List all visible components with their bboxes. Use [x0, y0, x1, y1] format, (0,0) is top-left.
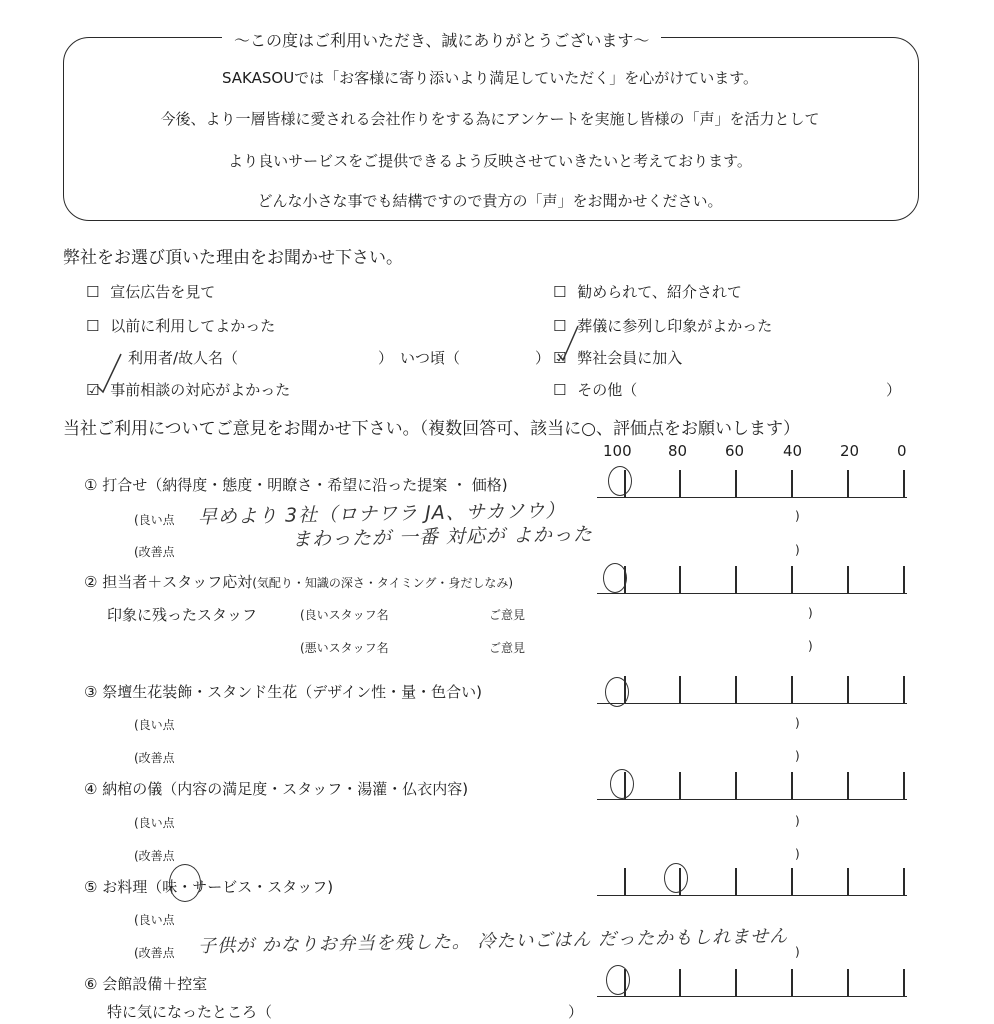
staff-label: 印象に残ったスタッフ	[107, 606, 258, 624]
item-6-rating-scale[interactable]	[597, 969, 907, 997]
checked-box-icon: ☑	[86, 381, 100, 399]
item-2-circled-mark	[603, 563, 627, 593]
item-6-title: ⑥ 会館設備＋控室	[84, 975, 208, 993]
item-3-circled-mark	[605, 677, 629, 707]
opinions-heading: 当社ご利用についてご意見をお聞かせ下さい。（複数回答可、該当に○、評価点をお願いします）	[63, 419, 800, 439]
item-1-circled-mark	[608, 466, 632, 496]
good-staff-name-label: (良いスタッフ名	[300, 608, 389, 622]
checkbox-icon: ☐	[553, 283, 567, 301]
item-5-bad-label: (改善点	[134, 946, 175, 960]
good-staff-opinion-label: ご意見	[489, 608, 526, 622]
item-3-good-close: )	[795, 716, 800, 730]
checkbox-icon: ☐	[553, 317, 567, 335]
scale-0: 0	[897, 442, 907, 460]
item-5-title: ⑤ お料理（味・サービス・スタッフ)	[84, 878, 334, 896]
item-5-bad-close: )	[795, 945, 800, 959]
item-2-title-main: ② 担当者＋スタッフ応対	[84, 573, 253, 591]
item-3-bad-label: (改善点	[134, 751, 175, 765]
reason-label-previous: 以前に利用してよかった	[110, 317, 276, 335]
when-close: ）	[535, 349, 551, 367]
when-field[interactable]	[400, 347, 460, 368]
other-close: ）	[886, 381, 902, 399]
item-4-rating-scale[interactable]	[597, 772, 907, 800]
user-name-field[interactable]	[128, 347, 238, 368]
item-1-good-handwriting-2: まわったが 一番 対応が よかった	[291, 523, 594, 551]
checkbox-icon: ☐	[86, 283, 100, 301]
item-4-circled-mark	[610, 769, 634, 799]
item-5-circled-mark	[664, 863, 688, 893]
item-4-title: ④ 納棺の儀（内容の満足度・スタッフ・湯灌・仏衣内容)	[84, 780, 469, 798]
bad-staff-name-label: (悪いスタッフ名	[300, 641, 389, 655]
intro-line-3: より良いサービスをご提供できるよう反映させていきたいと考えております。	[228, 152, 752, 170]
item-3-rating-scale[interactable]	[597, 676, 907, 704]
reason-label-member: 弊社会員に加入	[577, 349, 683, 367]
item-3-bad-close: )	[795, 749, 800, 763]
handwritten-check-mark	[95, 352, 125, 394]
bad-staff-opinion-label: ご意見	[489, 641, 526, 655]
reason-label-referral: 勧められて、紹介されて	[577, 283, 742, 301]
checked-box-icon: ☑	[553, 349, 567, 367]
item-4-bad-label: (改善点	[134, 849, 175, 863]
good-staff-close: )	[808, 606, 813, 620]
checkbox-icon: ☐	[553, 381, 567, 399]
intro-line-4: どんな小さな事でも結構ですので貴方の「声」をお聞かせください。	[257, 192, 723, 210]
reason-label-other: その他（	[577, 381, 638, 399]
scale-40: 40	[783, 442, 803, 460]
reason-checkbox-previous[interactable]	[86, 315, 275, 336]
item-1-rating-scale[interactable]	[597, 470, 907, 498]
item-5-good-label: (良い点	[134, 913, 175, 927]
item-2-title-sub: (気配り・知識の深さ・タイミング・身だしなみ)	[252, 576, 514, 590]
reason-label-ad: 宣伝広告を見て	[110, 283, 216, 301]
reason-checkbox-other[interactable]	[553, 379, 637, 400]
when-label: いつ頃（	[400, 349, 461, 367]
scale-20: 20	[840, 442, 860, 460]
item-3-title: ③ 祭壇生花装飾・スタンド生花（デザイン性・量・色合い)	[84, 683, 483, 701]
user-name-label: 利用者/故人名（	[128, 349, 239, 367]
item-5-bad-handwriting: 子供が かなりお弁当を残した。 冷たいごはん だったかもしれません	[197, 925, 789, 958]
item-4-good-close: )	[795, 814, 800, 828]
reason-label-consult: 事前相談の対応がよかった	[110, 381, 291, 399]
bad-staff-close: )	[808, 639, 813, 653]
reason-checkbox-attended[interactable]	[553, 315, 772, 336]
item-2-rating-scale[interactable]	[597, 566, 907, 594]
item-4-good-label: (良い点	[134, 816, 175, 830]
item-1-good-handwriting-1: 早めより 3社（ロナワラ JA、サカソウ）	[197, 499, 566, 529]
scale-100: 100	[603, 442, 632, 460]
item-6-circled-mark	[606, 965, 630, 995]
scale-60: 60	[725, 442, 745, 460]
facility-note-field[interactable]	[107, 1001, 272, 1022]
reason-checkbox-referral[interactable]	[553, 281, 742, 302]
facility-note-close: ）	[568, 1003, 584, 1021]
item-1-good-label: (良い点	[134, 513, 175, 527]
checkbox-icon: ☐	[86, 317, 100, 335]
item-5-taste-circle	[169, 864, 201, 902]
item-1-bad-close: )	[795, 543, 800, 557]
reason-checkbox-ad[interactable]	[86, 281, 215, 302]
item-4-bad-close: )	[795, 847, 800, 861]
reasons-heading: 弊社をお選び頂いた理由をお聞かせ下さい。	[63, 248, 403, 268]
intro-line-1: SAKASOUでは「お客様に寄り添いより満足していただく」を心がけています。	[221, 69, 758, 87]
item-2-title	[84, 571, 513, 592]
user-name-close: ）	[378, 349, 394, 367]
item-5-rating-scale[interactable]	[597, 868, 907, 896]
handwritten-check-mark	[556, 324, 582, 362]
scale-80: 80	[668, 442, 688, 460]
item-1-good-close: )	[795, 509, 800, 523]
reason-label-attended: 葬儀に参列し印象がよかった	[577, 317, 773, 335]
intro-line-2: 今後、より一層皆様に愛される会社作りをする為にアンケートを実施し皆様の「声」を活力として	[160, 110, 820, 128]
facility-note-label: 特に気になったところ（	[107, 1003, 273, 1021]
intro-title: ～この度はご利用いただき、誠にありがとうございます～	[222, 28, 661, 51]
item-1-title: ① 打合せ（納得度・態度・明瞭さ・希望に沿った提案 ・ 価格)	[84, 476, 508, 494]
item-1-bad-label: (改善点	[134, 545, 175, 559]
item-3-good-label: (良い点	[134, 718, 175, 732]
